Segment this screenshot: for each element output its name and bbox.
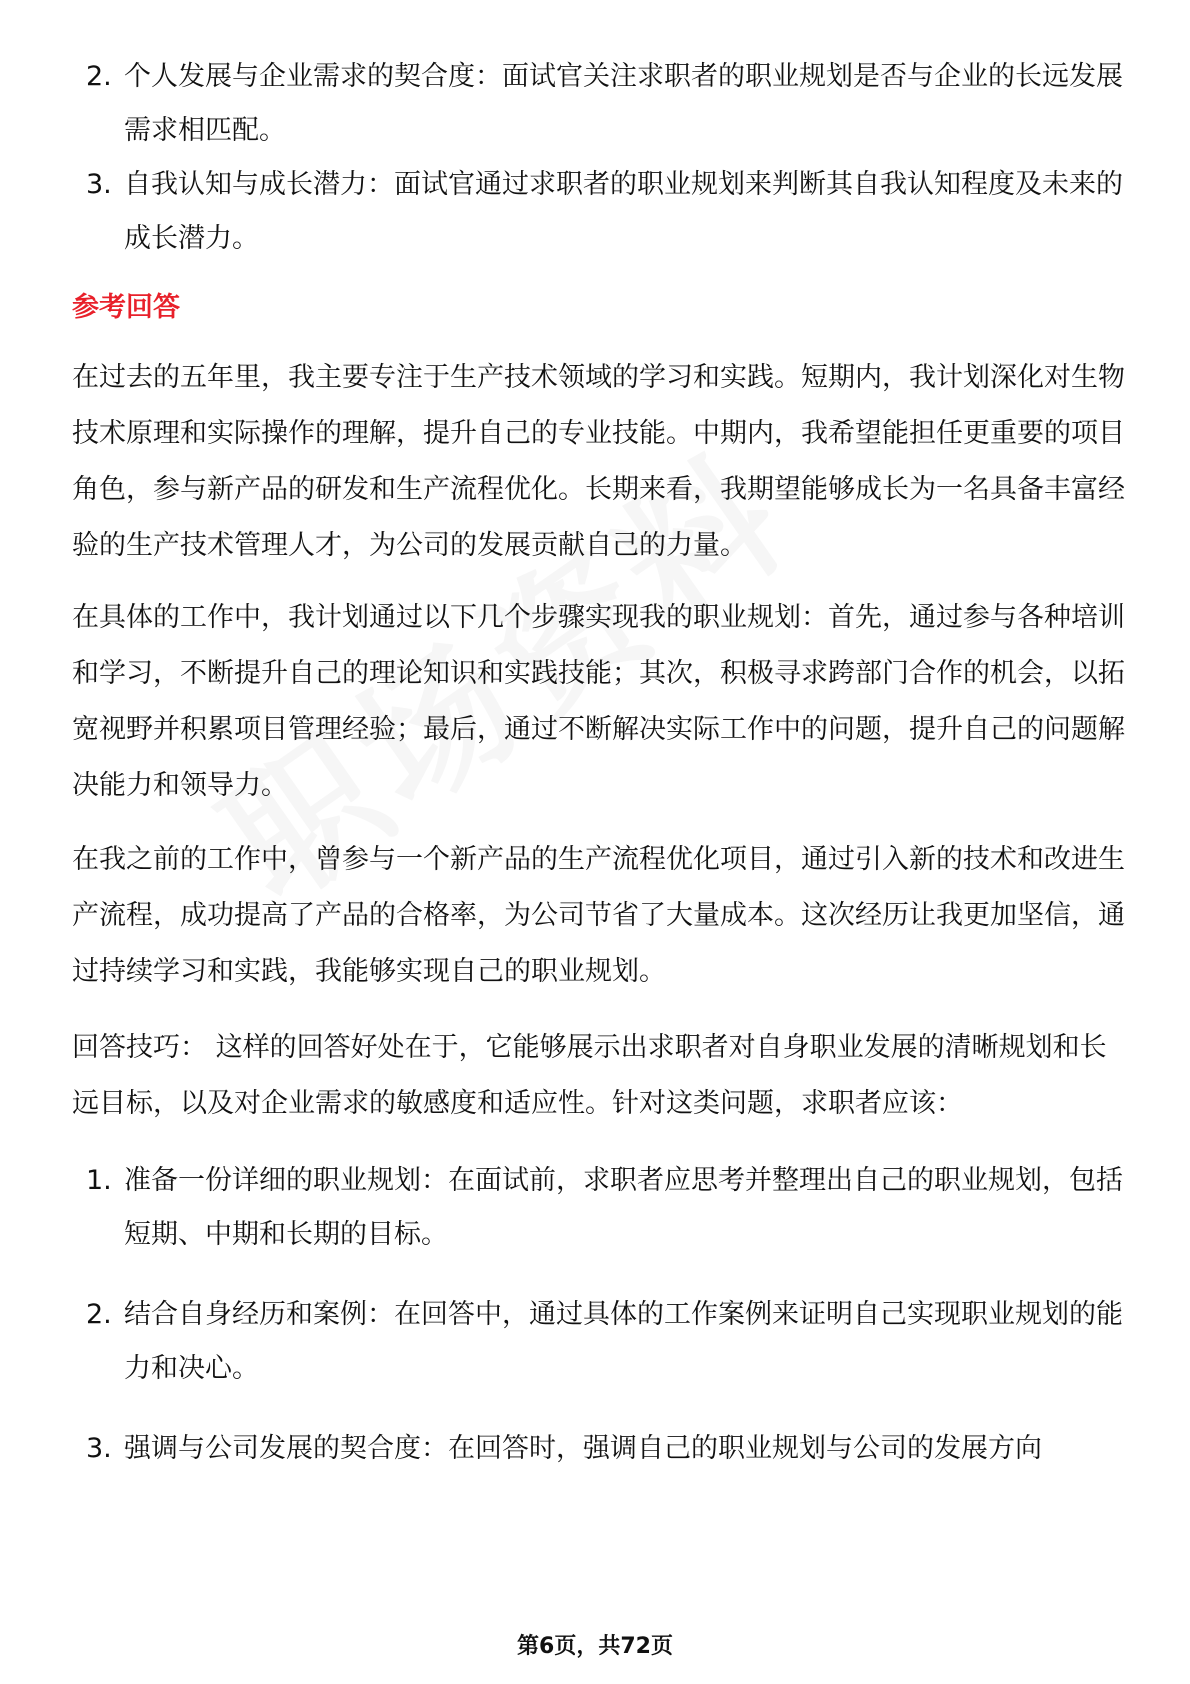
answer-paragraph: 在我之前的工作中，曾参与一个新产品的生产流程优化项目，通过引入新的技术和改进生产流程，成功提高了产品的合格率，为公司节省了大量成本。这次经历让我更加坚信，通过持续学习和实践，我能够实现自己的职业规划。 — [72, 844, 1125, 987]
list-item-number: 1. — [86, 1165, 112, 1196]
list-item — [72, 50, 1132, 158]
list-item — [72, 1422, 1132, 1476]
list-item-number: 3. — [86, 169, 112, 200]
list-item-text: 自我认知与成长潜力：面试官通过求职者的职业规划来判断其自我认知程度及未来的成长潜力。 — [124, 169, 1123, 254]
answer-paragraph: 在过去的五年里，我主要专注于生产技术领域的学习和实践。短期内，我计划深化对生物技术原理和实际操作的理解，提升自己的专业技能。中期内，我希望能担任更重要的项目角色，参与新产品的研发和生产流程优化。长期来看，我期望能够成长为一名具备丰富经验的生产技术管理人才，为公司的发展贡献自己的力量。 — [72, 362, 1125, 561]
list-item — [72, 1288, 1132, 1396]
page-number-footer: 第6页，共72页 — [517, 1634, 673, 1659]
list-item-text: 准备一份详细的职业规划：在面试前，求职者应思考并整理出自己的职业规划，包括短期、中期和长期的目标。 — [124, 1165, 1123, 1250]
list-item-text: 结合自身经历和案例：在回答中，通过具体的工作案例来证明自己实现职业规划的能力和决心。 — [124, 1299, 1123, 1384]
list-item — [72, 158, 1132, 266]
tips-intro-paragraph: 回答技巧： 这样的回答好处在于，它能够展示出求职者对自身职业发展的清晰规划和长远目标，以及对企业需求的敏感度和适应性。针对这类问题，求职者应该： — [72, 1032, 1107, 1119]
list-item-number: 2. — [86, 61, 112, 92]
list-item-number: 2. — [86, 1299, 112, 1330]
list-item-text: 强调与公司发展的契合度：在回答时，强调自己的职业规划与公司的发展方向 — [124, 1433, 1042, 1464]
section-heading: 参考回答 — [72, 292, 180, 323]
list-item — [72, 1154, 1132, 1262]
answer-paragraph: 在具体的工作中，我计划通过以下几个步骤实现我的职业规划：首先，通过参与各种培训和学习，不断提升自己的理论知识和实践技能；其次，积极寻求跨部门合作的机会，以拓宽视野并积累项目管理经验；最后，通过不断解决实际工作中的问题，提升自己的问题解决能力和领导力。 — [72, 602, 1125, 801]
list-item-number: 3. — [86, 1433, 112, 1464]
list-item-text: 个人发展与企业需求的契合度：面试官关注求职者的职业规划是否与企业的长远发展需求相匹配。 — [124, 61, 1123, 146]
